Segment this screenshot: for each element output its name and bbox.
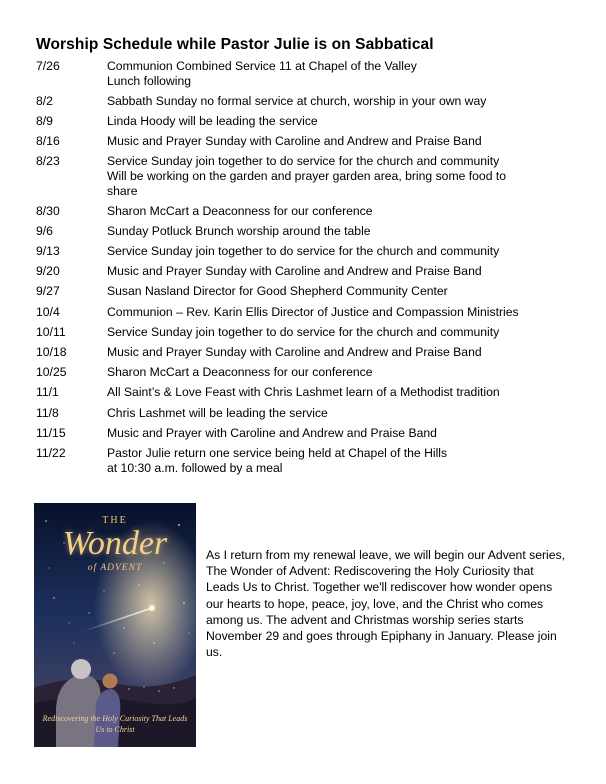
schedule-event: Service Sunday join together to do service for the church and community Will be working on the garden and prayer garden area, bring some food to share [107,154,507,198]
schedule-date: 11/22 [36,445,66,460]
schedule-row [36,59,576,88]
schedule-event: Susan Nasland Director for Good Shepherd Community Center [107,284,448,299]
schedule-date: 9/13 [36,244,60,259]
schedule-row [36,264,576,279]
schedule-event: Music and Prayer with Caroline and Andrew and Praise Band [107,425,437,440]
schedule-row [36,244,576,259]
schedule-event: Music and Prayer Sunday with Caroline and Andrew and Praise Band [107,134,482,149]
schedule-date: 11/8 [36,405,59,420]
schedule-date: 8/16 [36,134,60,149]
schedule-row [36,446,576,475]
schedule-date: 8/23 [36,154,60,169]
schedule-row [36,204,576,219]
schedule-row [36,325,576,340]
schedule-date: 10/4 [36,304,60,319]
poster-the-text: THE [102,515,128,526]
schedule-date: 9/20 [36,264,60,279]
schedule-event: Sabbath Sunday no formal service at church, worship in your own way [107,93,487,108]
schedule-row [36,365,576,380]
schedule-date: 11/1 [36,385,59,400]
schedule-date: 10/11 [36,324,66,339]
schedule-event: Pastor Julie return one service being held at Chapel of the Hills at 10:30 a.m. followed by a meal [107,445,448,475]
page-title: Worship Schedule while Pastor Julie is on Sabbatical [36,36,434,53]
schedule-row [36,385,576,400]
schedule-event: Service Sunday join together to do service for the church and community [107,244,500,259]
schedule-event: Sharon McCart a Deaconness for our conference [107,203,373,218]
poster-wonder-title: Wonder [62,525,168,562]
schedule-date: 10/18 [36,345,67,360]
schedule-date: 10/25 [36,365,67,380]
schedule-event: All Saint’s & Love Feast with Chris Lashmet learn of a Methodist tradition [107,385,500,400]
poster-subtitle: Rediscovering the Holy Curiosity That Leads Us to Christ [42,714,188,734]
poster-of-advent-text: of ADVENT [87,563,143,573]
schedule-date: 7/26 [36,59,60,73]
schedule-row [36,114,576,129]
schedule-event: Sharon McCart a Deaconness for our conference [107,365,373,380]
schedule-row [36,426,576,441]
schedule-event: Communion Combined Service 11 at Chapel of the Valley Lunch following [107,59,417,88]
schedule-event: Chris Lashmet will be leading the service [107,405,328,420]
schedule-date: 8/2 [36,93,53,108]
schedule-row [36,406,576,421]
schedule-row [36,305,576,320]
schedule-date: 8/9 [36,113,53,128]
schedule-event: Communion – Rev. Karin Ellis Director of Justice and Compassion Ministries [107,304,519,319]
schedule-row [36,94,576,109]
schedule-row [36,154,576,198]
schedule-row [36,134,576,149]
schedule-event: Music and Prayer Sunday with Caroline and Andrew and Praise Band [107,264,482,279]
schedule-date: 11/15 [36,425,66,440]
schedule-date: 9/6 [36,223,53,238]
schedule-row [36,224,576,239]
schedule-date: 9/27 [36,284,60,299]
worship-schedule [36,59,576,481]
schedule-event: Linda Hoody will be leading the service [107,113,318,128]
schedule-event: Service Sunday join together to do service for the church and community [107,324,500,339]
schedule-date: 8/30 [36,203,60,218]
schedule-event: Sunday Potluck Brunch worship around the table [107,223,371,238]
advent-poster-image [34,503,196,747]
schedule-row [36,284,576,299]
schedule-event: Music and Prayer Sunday with Caroline and Andrew and Praise Band [107,345,482,360]
advent-announcement-paragraph: As I return from my renewal leave, we will begin our Advent series, The Wonder of Advent: Rediscovering the Holy Curiosity that Leads Us to Christ. Together we'll rediscover how wonder opens our hearts to hope, peace, joy, love, and the Christ who comes among us. The advent and Christmas worship series starts November 29 and goes through Epiphany in January. Please join us. [206,548,566,660]
schedule-row [36,345,576,360]
